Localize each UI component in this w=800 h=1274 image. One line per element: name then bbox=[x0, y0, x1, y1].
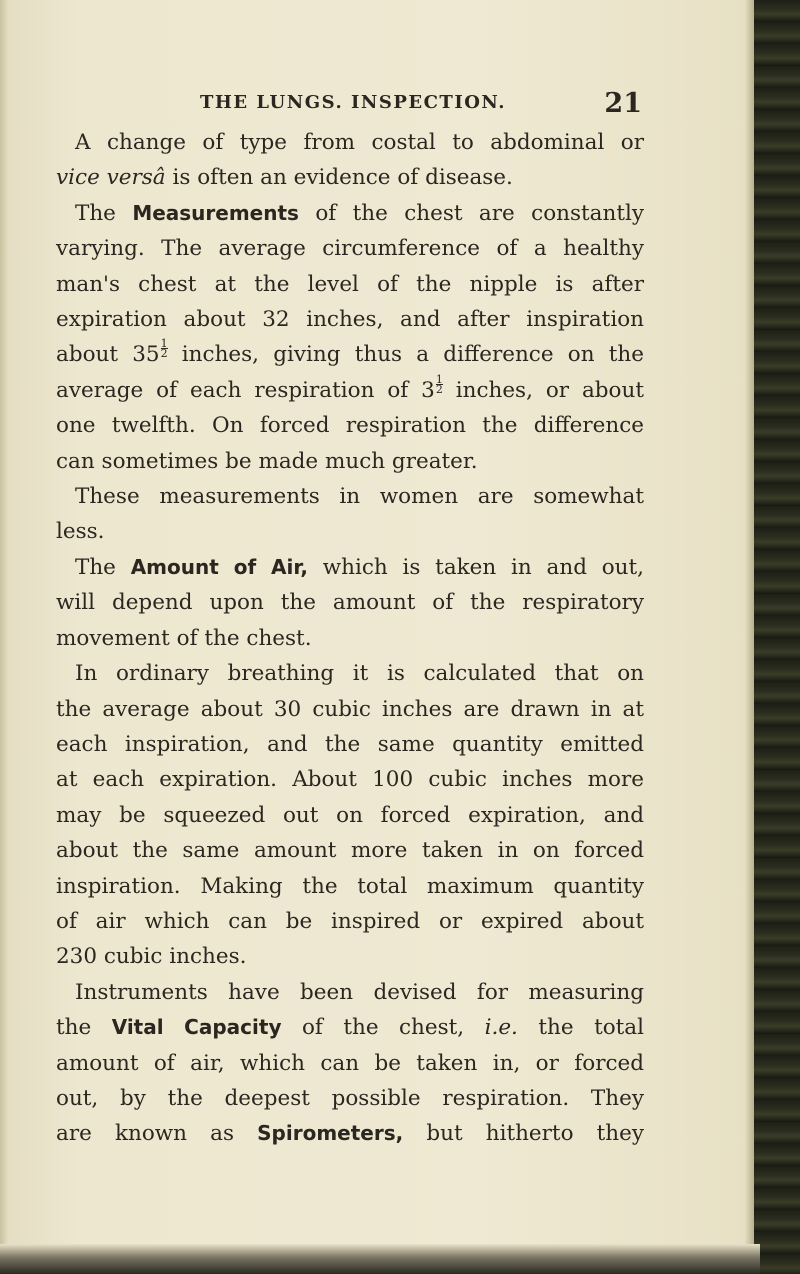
text-line: out, by the deepest possible respiration. They bbox=[56, 1085, 644, 1111]
fraction-half: $\frac{1}{2}$ bbox=[160, 337, 168, 361]
text-line: the Vital Capacity of the chest, i.e. the total bbox=[56, 1015, 644, 1041]
text-line: expiration about 32 inches, and after inspiration bbox=[56, 307, 644, 333]
text-line: These measurements in women are somewhat bbox=[75, 484, 644, 510]
text-line: less. bbox=[56, 519, 105, 545]
fraction-half: $\frac{1}{2}$ bbox=[435, 372, 443, 396]
text-line: The Measurements of the chest are constantly bbox=[75, 200, 644, 226]
page-left-edge bbox=[0, 0, 8, 1274]
page-bottom-shadow bbox=[0, 1244, 760, 1274]
body-text bbox=[56, 125, 644, 1152]
book-binding bbox=[754, 0, 800, 1274]
text-line: may be squeezed out on forced expiration, and bbox=[56, 802, 644, 828]
text-line: varying. The average circumference of a healthy bbox=[56, 236, 644, 262]
text-line: man's chest at the level of the nipple is after bbox=[56, 271, 644, 297]
text-line: A change of type from costal to abdominal or bbox=[75, 130, 644, 155]
text-line: about $35\frac{1}{2}$ inches, giving thus a difference on the bbox=[56, 337, 644, 368]
text-line: about the same amount more taken in on forced bbox=[56, 838, 644, 864]
page-gutter-shadow bbox=[744, 0, 754, 1274]
text-line: each inspiration, and the same quantity emitted bbox=[56, 731, 644, 757]
text-line: amount of air, which can be taken in, or forced bbox=[56, 1050, 644, 1076]
running-head: THE LUNGS. INSPECTION. bbox=[200, 92, 506, 113]
text-line: the average about 30 cubic inches are drawn in at bbox=[56, 696, 644, 722]
text-line: movement of the chest. bbox=[56, 625, 312, 651]
text-line: can sometimes be made much greater. bbox=[56, 448, 478, 474]
text-line: inspiration. Making the total maximum quantity bbox=[56, 873, 644, 899]
page-number: 21 bbox=[604, 88, 642, 119]
term-vital-capacity: Vital Capacity bbox=[111, 1015, 282, 1040]
term-amount-of-air: Amount of Air, bbox=[130, 554, 308, 579]
term-measurements: Measurements bbox=[132, 200, 299, 225]
text-line: are known as Spirometers, but hitherto they bbox=[56, 1121, 645, 1147]
text-line: one twelfth. On forced respiration the difference bbox=[56, 413, 644, 439]
text-line: average of each respiration of $3\frac{1}{2}$ inches, or about bbox=[56, 372, 644, 403]
text-line: vice versâ is often an evidence of disease. bbox=[56, 165, 513, 191]
text-line: In ordinary breathing it is calculated that on bbox=[75, 661, 644, 687]
text-line: 230 cubic inches. bbox=[56, 944, 247, 970]
text-line: will depend upon the amount of the respiratory bbox=[56, 590, 644, 616]
text-line: of air which can be inspired or expired about bbox=[56, 908, 644, 934]
text-line: Instruments have been devised for measuring bbox=[75, 979, 644, 1005]
term-spirometers: Spirometers, bbox=[257, 1121, 404, 1146]
text-line: at each expiration. About 100 cubic inches more bbox=[56, 767, 644, 793]
text-line: The Amount of Air, which is taken in and out, bbox=[75, 554, 645, 580]
page-header bbox=[200, 88, 642, 122]
